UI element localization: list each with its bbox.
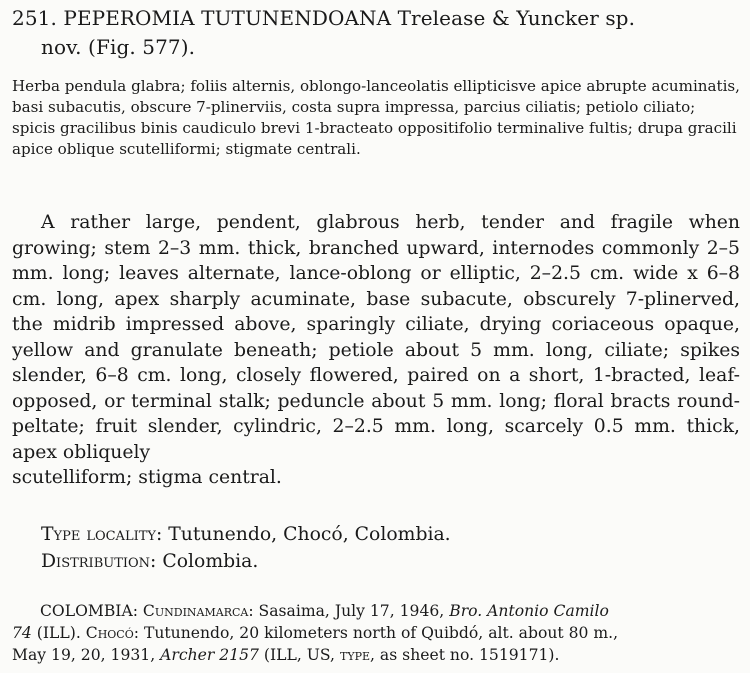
specimen-number-1: 74 — [12, 624, 32, 642]
specimen-collector-2: Archer 2157 — [160, 646, 259, 664]
specimen-citations — [12, 600, 740, 666]
specimen-region-2: Chocó — [85, 624, 134, 642]
specimen-text-3b: (ILL, US, — [258, 646, 340, 664]
specimen-text-1b: (ILL). — [31, 624, 86, 642]
species-heading — [12, 4, 740, 62]
english-description-body: A rather large, pendent, glabrous herb, tender and fragile when growing; stem 2–3 mm. thick, branched upward, internodes commonly 2–5 mm. long; leaves alternate, lance-oblong or elliptic, 2–2.5 cm. wide x 6–8 cm. long, apex sharply acuminate, base subacute, obscurely 7-plinerved, the midrib impressed above, sparingly ciliate, drying coriaceous opaque, yellow and granulate beneath; petiole about 5 mm. long, ciliate; spikes slender, 6–8 cm. long, closely flowered, paired on a short, 1-bracted, leaf-opposed, or terminal stalk; peduncle about 5 mm. long; floral bracts round-peltate; fruit slender, cylindric, 2–2.5 mm. long, scarcely 0.5 mm. thick, apex obliquely — [12, 212, 740, 463]
specimen-text-1a: : Sasaima, July 17, 1946, — [248, 602, 450, 620]
english-description — [12, 210, 740, 491]
latin-description: Herba pendula glabra; foliis alternis, oblongo-lanceolatis ellipticisve apice abrupte acuminatis, basi subacutis, obscure 7-plinerviis, costa supra impressa, parcius ciliatis; petiolo ciliato; spicis gracilibus binis caudiculo brevi 1-bracteato oppositifolio terminalive fultis; drupa gracili apice oblique scutelliformi; stigmate centrali. — [12, 77, 740, 158]
specimen-collector-1: Bro. Antonio Camilo — [449, 602, 609, 620]
distribution-label: Distribution — [41, 551, 151, 572]
type-locality — [41, 522, 741, 548]
specimen-type-word: type — [339, 646, 371, 664]
specimen-line-2 — [12, 622, 740, 644]
type-locality-value: : Tutunendo, Chocó, Colombia. — [155, 524, 451, 545]
specimen-separator: : — [132, 602, 143, 620]
specimen-text-2a: : Tutunendo, 20 kilometers north of Quibdó, alt. about 80 m., — [133, 624, 619, 642]
english-description-last-line: scutelliform; stigma central. — [12, 467, 282, 488]
specimen-line-1 — [12, 600, 740, 622]
specimen-country: COLOMBIA — [40, 602, 133, 620]
specimen-text-3c: , as sheet no. 1519171). — [370, 646, 560, 664]
specimen-text-3a: May 19, 20, 1931, — [12, 646, 161, 664]
heading-line-2: nov. (Fig. 577). — [41, 35, 196, 59]
specimen-line-3 — [12, 644, 740, 666]
specimen-region-1: Cundinamarca — [142, 602, 249, 620]
distribution-value: : Colombia. — [150, 551, 259, 572]
heading-line-1: 251. PEPEROMIA TUTUNENDOANA Trelease & Yuncker sp. — [12, 6, 636, 30]
distribution — [41, 549, 741, 575]
type-locality-label: Type locality — [41, 524, 156, 545]
